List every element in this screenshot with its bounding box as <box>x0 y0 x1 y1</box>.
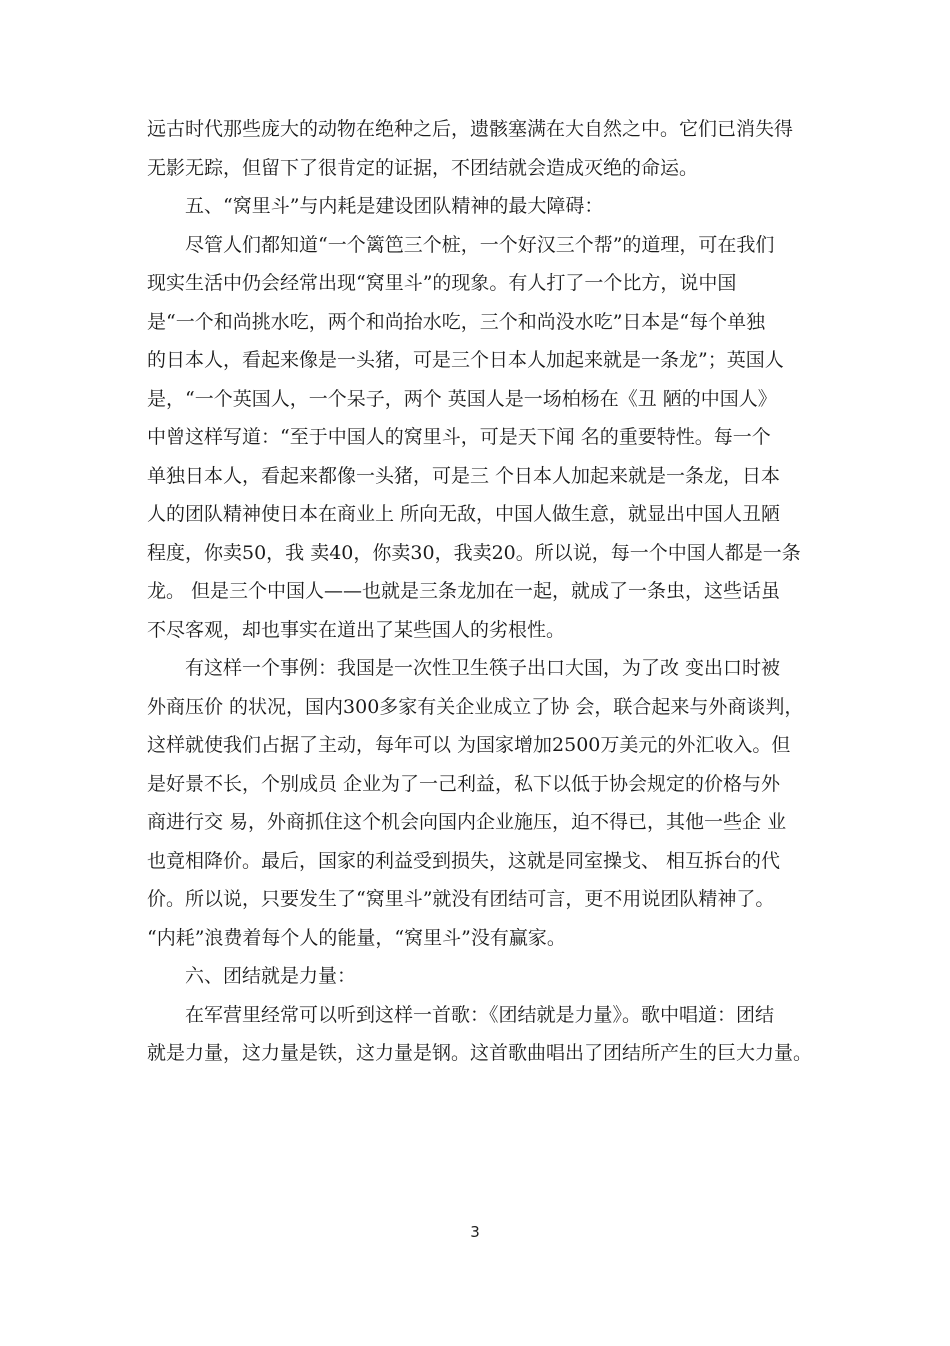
text-line: 的日本人，看起来像是一头猪，可是三个日本人加起来就是一条龙”；英国人 <box>147 349 784 371</box>
text-line: 商进行交 易，外商抓住这个机会向国内企业施压，迫不得已，其他一些企 业 <box>147 811 787 833</box>
text-line: 龙。 但是三个中国人——也就是三条龙加在一起，就成了一条虫，这些话虽 <box>147 580 781 602</box>
page-number: 3 <box>470 1223 480 1241</box>
text-line: 外商压价 的状况，国内300多家有关企业成立了协 会，联合起来与外商谈判， <box>147 695 804 718</box>
text-line: 无影无踪，但留下了很肯定的证据，不团结就会造成灭绝的命运。 <box>147 156 699 179</box>
document-body <box>147 110 812 1073</box>
text-line: 就是力量，这力量是铁，这力量是钢。这首歌曲唱出了团结所产生的巨大力量。 <box>147 1042 813 1064</box>
text-line: “内耗”浪费着每个人的能量，“窝里斗”没有赢家。 <box>147 926 566 949</box>
text-line: 不尽客观，却也事实在道出了某些国人的劣根性。 <box>147 618 566 641</box>
text-line: 单独日本人，看起来都像一头猪，可是三 个日本人加起来就是一条龙，日本 <box>147 464 781 487</box>
text-line: 程度，你卖50，我 卖40，你卖30，我卖20。所以说，每一个中国人都是一条 <box>147 541 801 564</box>
text-line: 现实生活中仍会经常出现“窝里斗”的现象。有人打了一个比方，说中国 <box>147 272 737 294</box>
text-line: 是“一个和尚挑水吃，两个和尚抬水吃，三个和尚没水吃”日本是“每个单独 <box>147 310 766 333</box>
section-heading: 五、“窝里斗”与内耗是建设团队精神的最大障碍： <box>185 195 604 217</box>
section-heading: 六、团结就是力量： <box>185 965 357 987</box>
text-line: 人的团队精神使日本在商业上 所向无敌，中国人做生意，就显出中国人丑陋 <box>147 503 781 525</box>
text-line: 中曾这样写道：“至于中国人的窝里斗，可是天下闻 名的重要特性。每一个 <box>147 426 771 448</box>
text-line: 这样就使我们占据了主动，每年可以 为国家增加2500万美元的外汇收入。但 <box>147 734 791 756</box>
text-line: 有这样一个事例：我国是一次性卫生筷子出口大国，为了改 变出口时被 <box>185 657 781 679</box>
text-line: 尽管人们都知道“一个篱笆三个桩，一个好汉三个帮”的道理，可在我们 <box>185 233 775 256</box>
text-line: 也竟相降价。最后，国家的利益受到损失，这就是同室操戈、 相互拆台的代 <box>147 849 781 872</box>
text-line: 是好景不长，个别成员 企业为了一己利益，私下以低于协会规定的价格与外 <box>147 772 781 795</box>
text-line: 在军营里经常可以听到这样一首歌：《团结就是力量》。歌中唱道：团结 <box>185 1003 775 1026</box>
text-line: 是，“一个英国人，一个呆子，两个 英国人是一场柏杨在《丑 陋的中国人》 <box>147 387 777 410</box>
text-line: 远古时代那些庞大的动物在绝种之后，遗骸塞满在大自然之中。它们已消失得 <box>147 118 794 140</box>
text-line: 价。所以说，只要发生了“窝里斗”就没有团结可言，更不用说团队精神了。 <box>147 888 775 910</box>
